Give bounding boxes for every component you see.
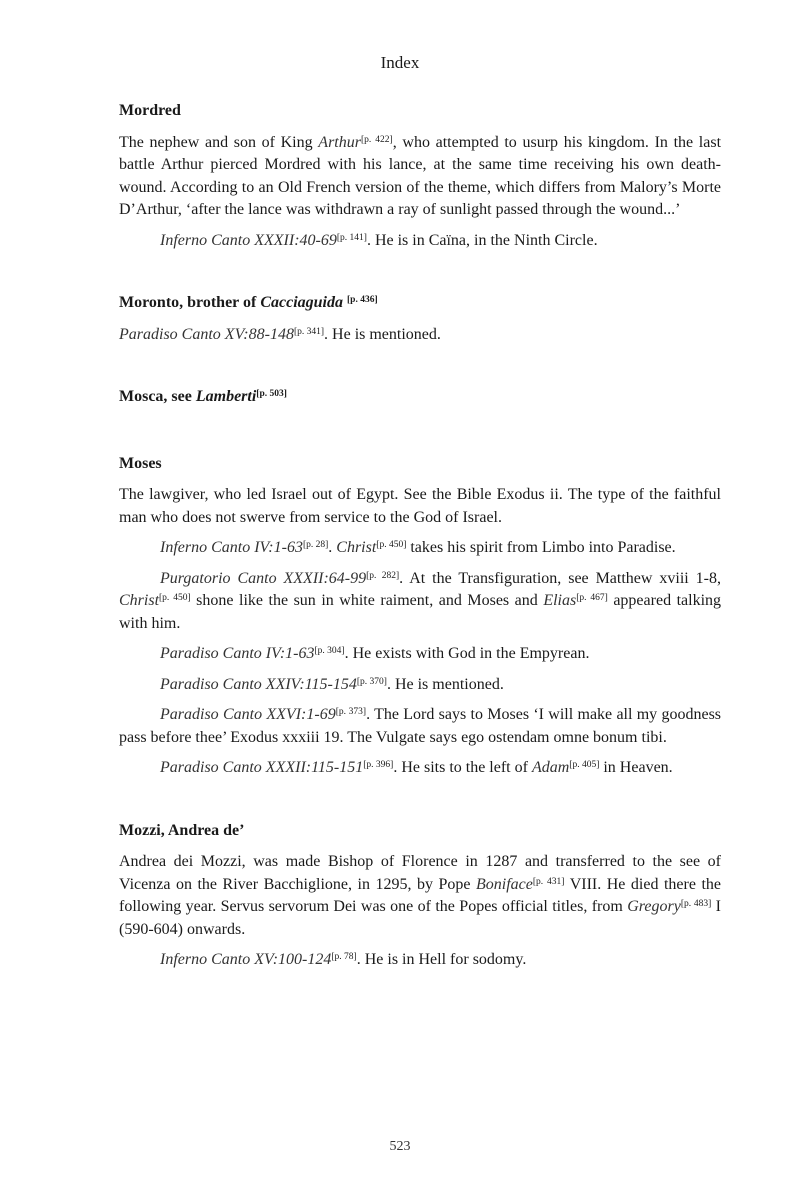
ref-text: . He is mentioned. xyxy=(386,675,504,693)
entry-heading: Mozzi, Andrea de’ xyxy=(119,821,245,839)
desc-text: I (590-604) onwards. xyxy=(119,898,722,938)
ref-text: appeared talking with him. xyxy=(119,592,722,632)
link-cacciaguida[interactable]: Cacciaguida xyxy=(260,294,343,311)
entry-description xyxy=(119,132,721,222)
link-gregory[interactable]: Gregory xyxy=(627,898,681,915)
page-ref[interactable]: [p. 450] xyxy=(159,593,191,603)
ref-text: . He is in Caïna, in the Ninth Circle. xyxy=(366,231,598,249)
page-ref[interactable]: [p. 78] xyxy=(331,952,357,962)
page-ref[interactable]: [p. 483] xyxy=(680,899,712,909)
entry-description: The lawgiver, who led Israel out of Egypt. See the Bible Exodus ii. The type of the faithful man who does not swerve from service to the God of Israel. xyxy=(119,486,721,526)
link-boniface[interactable]: Boniface xyxy=(476,875,533,893)
entry-heading xyxy=(119,292,721,315)
canto-reference xyxy=(119,674,721,697)
page-ref[interactable]: [p. 431] xyxy=(532,876,565,887)
page-ref[interactable]: [p. 373] xyxy=(335,707,367,717)
page-ref[interactable]: [p. 450] xyxy=(376,540,407,550)
index-content xyxy=(119,100,721,1012)
canto-link[interactable]: Purgatorio Canto XXXII:64-99 xyxy=(160,569,367,587)
ref-text: in Heaven. xyxy=(599,759,673,776)
page-ref[interactable]: [p. 141] xyxy=(336,232,367,243)
canto-reference xyxy=(119,324,721,347)
ref-text: . At the Transfiguration, see Matthew xviii 1-8, xyxy=(399,569,721,587)
page-ref[interactable]: [p. 28] xyxy=(302,540,329,550)
page-ref[interactable]: [p. 396] xyxy=(363,760,394,770)
link-adam[interactable]: Adam xyxy=(531,759,570,776)
index-entry-mordred xyxy=(119,100,721,252)
entry-heading xyxy=(119,386,721,409)
canto-reference xyxy=(119,537,721,560)
link-arthur[interactable]: Arthur xyxy=(318,133,361,151)
link-elias[interactable]: Elias xyxy=(543,592,577,609)
desc-text: , who attempted to usurp his kingdom. In the last battle Arthur pierced Mordred with his lance, at the same time receiving his own death-wound. According to an Old French version of the theme, which differs from Malory’s Morte D’Arthur, ‘after the lance was withdrawn a ray of sunlight passed through the wound...’ xyxy=(119,133,722,218)
link-lamberti[interactable]: Lamberti xyxy=(195,388,257,405)
ref-text: . The Lord says to Moses ‘I will make all my goodness pass before thee’ Exodus xxxiii 19. The Vulgate says ego ostendam omne bonum tibi. xyxy=(119,706,722,746)
canto-reference xyxy=(119,949,721,972)
canto-reference xyxy=(119,704,721,749)
canto-link[interactable]: Paradiso Canto XXIV:115-154 xyxy=(160,675,357,693)
page-ref[interactable]: [p. 282] xyxy=(366,570,400,581)
index-entry-moronto xyxy=(119,292,721,346)
ref-text: shone like the sun in white raiment, and Moses and xyxy=(190,592,544,609)
page-ref[interactable]: [p. 370] xyxy=(356,676,387,687)
desc-text: VIII. He died there the following year. Servus servorum Dei was one of the Popes official titles, from xyxy=(119,875,721,915)
ref-text: takes his spirit from Limbo into Paradise. xyxy=(406,539,676,556)
ref-text: . He is mentioned. xyxy=(324,325,441,343)
entry-heading: Mordred xyxy=(119,102,181,119)
page-ref[interactable]: [p. 436] xyxy=(347,295,378,305)
index-entry-mosca xyxy=(119,386,721,409)
page-ref[interactable]: [p. 341] xyxy=(293,326,325,337)
page-number: 523 xyxy=(389,1139,411,1154)
entry-description xyxy=(119,851,721,941)
ref-text: . He is in Hell for sodomy. xyxy=(356,951,527,968)
page-ref[interactable]: [p. 467] xyxy=(576,593,608,603)
canto-link[interactable]: Paradiso Canto XV:88-148 xyxy=(119,325,294,343)
running-header: Index xyxy=(380,53,420,72)
desc-text: Andrea dei Mozzi, was made Bishop of Florence in 1287 and transferred to the see of Vicenza on the River Bacchiglione, in 1295, by Pope xyxy=(119,853,721,893)
ref-text: . He sits to the left of xyxy=(393,759,532,776)
ref-text: . xyxy=(328,539,337,556)
link-christ[interactable]: Christ xyxy=(336,539,377,556)
canto-link[interactable]: Paradiso Canto XXVI:1-69 xyxy=(160,706,336,723)
page-ref[interactable]: [p. 405] xyxy=(569,760,600,770)
page-ref[interactable]: [p. 503] xyxy=(256,389,287,399)
desc-text: The nephew and son of King xyxy=(119,133,319,151)
canto-reference xyxy=(119,757,721,780)
index-entry-mozzi xyxy=(119,820,721,972)
heading-text: Mosca, see xyxy=(119,388,196,405)
canto-reference xyxy=(119,643,721,666)
canto-reference xyxy=(119,568,721,636)
canto-link[interactable]: Paradiso Canto XXXII:115-151 xyxy=(160,759,364,776)
entry-heading: Moses xyxy=(119,454,162,472)
page-ref[interactable]: [p. 304] xyxy=(314,646,345,656)
link-christ[interactable]: Christ xyxy=(119,592,160,609)
heading-text: Moronto, brother of xyxy=(119,294,261,311)
index-entry-moses xyxy=(119,453,721,780)
page-ref[interactable]: [p. 422] xyxy=(360,134,393,145)
canto-link[interactable]: Inferno Canto IV:1-63 xyxy=(160,539,303,556)
canto-link[interactable]: Inferno Canto XV:100-124 xyxy=(160,951,332,968)
ref-text: . He exists with God in the Empyrean. xyxy=(344,645,590,662)
canto-link[interactable]: Inferno Canto XXXII:40-69 xyxy=(160,231,337,249)
canto-reference xyxy=(119,230,721,253)
canto-link[interactable]: Paradiso Canto IV:1-63 xyxy=(160,645,315,662)
